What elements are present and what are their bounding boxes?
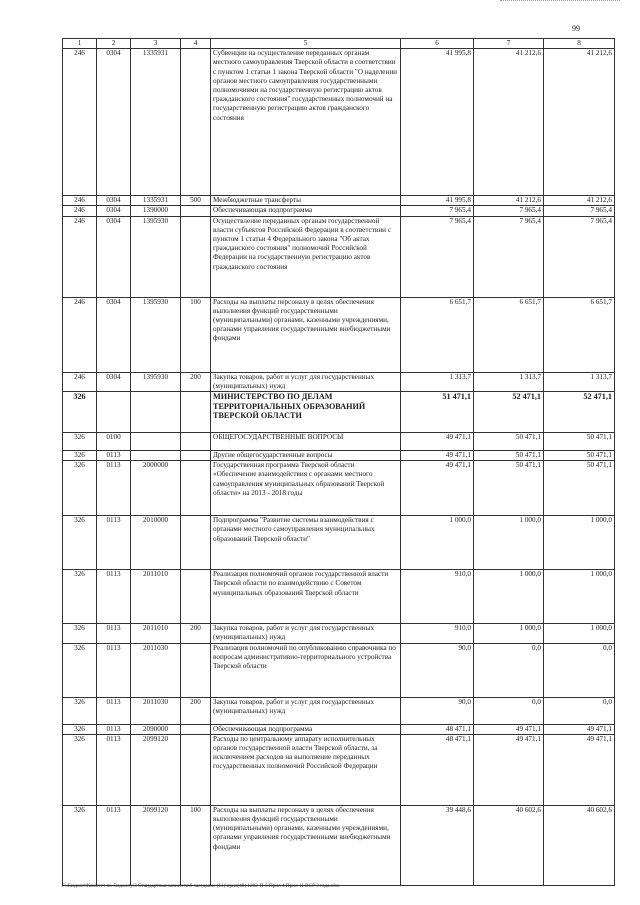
amount-col7: 7 965,4 [474, 216, 544, 297]
amount-col8: 50 471,1 [544, 451, 615, 461]
amount-col8: 40 602,6 [544, 805, 615, 885]
item-description: Обеспечивающая подпрограмма [211, 206, 401, 216]
table-row [63, 216, 615, 297]
item-description: Другие общегосударственные вопросы [211, 451, 401, 461]
amount-col6: 48 471,1 [401, 724, 474, 734]
section-code: 0100 [97, 433, 131, 451]
amount-col6: 48 471,1 [401, 734, 474, 805]
amount-col7: 50 471,1 [474, 433, 544, 451]
col-header: 6 [401, 39, 474, 49]
section-code: 0113 [97, 724, 131, 734]
amount-col6: 51 471,1 [401, 392, 474, 433]
amount-col7: 0,0 [474, 643, 544, 697]
expense-type [181, 206, 211, 216]
ministry-code: 326 [63, 624, 97, 643]
amount-col8: 41 212,6 [544, 196, 615, 206]
col-header: 2 [97, 39, 131, 49]
amount-col8: 6 651,7 [544, 297, 615, 372]
table-row [63, 49, 615, 196]
section-code: 0113 [97, 624, 131, 643]
file-path-footer: Г:\Бюджет\Комитет по бюджету\3 Стандартные комитета\9 заседание (11)\прил(49) 1282-П-5\Прил 4 Прил 11 ВСР 3 года.xlsx [62, 883, 340, 889]
amount-col7: 1 000,0 [474, 516, 544, 570]
section-code: 0113 [97, 461, 131, 516]
header-row [63, 39, 615, 49]
table-row [63, 643, 615, 697]
amount-col7: 7 965,4 [474, 206, 544, 216]
table-row [63, 516, 615, 570]
item-description: ОБЩЕГОСУДАРСТВЕННЫЕ ВОПРОСЫ [211, 433, 401, 451]
amount-col6: 41 995,8 [401, 49, 474, 196]
amount-col7: 1 000,0 [474, 570, 544, 624]
amount-col8: 1 000,0 [544, 570, 615, 624]
amount-col6: 910,0 [401, 570, 474, 624]
amount-col6: 7 965,4 [401, 206, 474, 216]
section-code [97, 392, 131, 433]
amount-col8: 1 313,7 [544, 372, 615, 391]
table-row [63, 392, 615, 433]
table-row [63, 697, 615, 724]
article-code: 2011030 [131, 697, 181, 724]
amount-col7: 41 212,6 [474, 196, 544, 206]
ministry-code: 326 [63, 433, 97, 451]
ministry-code: 326 [63, 516, 97, 570]
expense-type [181, 643, 211, 697]
article-code: 2011030 [131, 643, 181, 697]
section-code: 0113 [97, 643, 131, 697]
amount-col7: 52 471,1 [474, 392, 544, 433]
expense-type: 200 [181, 697, 211, 724]
section-code: 0113 [97, 570, 131, 624]
article-code: 2099120 [131, 734, 181, 805]
ministry-code: 326 [63, 734, 97, 805]
expense-type [181, 516, 211, 570]
amount-col8: 7 965,4 [544, 216, 615, 297]
article-code: 1395930 [131, 216, 181, 297]
amount-col8: 50 471,1 [544, 433, 615, 451]
expense-type [181, 49, 211, 196]
expense-type: 500 [181, 196, 211, 206]
amount-col7: 49 471,1 [474, 734, 544, 805]
table-row [63, 570, 615, 624]
amount-col7: 50 471,1 [474, 451, 544, 461]
amount-col8: 50 471,1 [544, 461, 615, 516]
item-description: Субвенции на осуществление переданных органам местного самоуправления Тверской области в соответствии с пунктом 1 статьи 1 закона Тверской области "О наделении органов местного самоуправления государственными полномочиями на государственную регистрацию актов гражданского состояния" государственных полномочий на государственную регистрацию актов гражданского состояния [211, 49, 401, 196]
item-description: Расходы на выплаты персоналу в целях обеспечения выполнения функций государственными (муниципальными) органами, казенными учреждениями, органами управления государственными внебюджетными фондами [211, 805, 401, 885]
table-row [63, 297, 615, 372]
amount-col6: 1 000,0 [401, 516, 474, 570]
article-code: 2010000 [131, 516, 181, 570]
amount-col6: 90,0 [401, 697, 474, 724]
article-code: 1335931 [131, 49, 181, 196]
amount-col6: 39 448,6 [401, 805, 474, 885]
expense-type [181, 392, 211, 433]
item-description: Межбюджетные трансферты [211, 196, 401, 206]
expense-type: 100 [181, 805, 211, 885]
amount-col6: 49 471,1 [401, 451, 474, 461]
expense-type [181, 724, 211, 734]
ministry-code: 326 [63, 697, 97, 724]
amount-col7: 1 000,0 [474, 624, 544, 643]
amount-col8: 0,0 [544, 643, 615, 697]
expense-type: 200 [181, 624, 211, 643]
ministry-code: 326 [63, 805, 97, 885]
amount-col7: 50 471,1 [474, 461, 544, 516]
col-header: 8 [544, 39, 615, 49]
ministry-code: 246 [63, 196, 97, 206]
item-description: Расходы по центральному аппарату исполнительных органов государственной власти Тверской области, за исключением расходов на выполнение переданных государственных полномочий Российской Федерации [211, 734, 401, 805]
amount-col8: 49 471,1 [544, 734, 615, 805]
ministry-code: 246 [63, 206, 97, 216]
amount-col7: 6 651,7 [474, 297, 544, 372]
article-code [131, 451, 181, 461]
section-code: 0304 [97, 372, 131, 391]
ministry-code: 326 [63, 570, 97, 624]
amount-col7: 1 313,7 [474, 372, 544, 391]
section-code: 0113 [97, 451, 131, 461]
table-row [63, 805, 615, 885]
amount-col6: 7 965,4 [401, 216, 474, 297]
article-code: 2090000 [131, 724, 181, 734]
table-row [63, 734, 615, 805]
section-code: 0304 [97, 196, 131, 206]
expense-type [181, 216, 211, 297]
amount-col6: 49 471,1 [401, 461, 474, 516]
scan-marks [500, 0, 620, 4]
item-description: МИНИСТЕРСТВО ПО ДЕЛАМ ТЕРРИТОРИАЛЬНЫХ ОБРАЗОВАНИЙ ТВЕРСКОЙ ОБЛАСТИ [211, 392, 401, 433]
col-header: 1 [63, 39, 97, 49]
table-row [63, 624, 615, 643]
article-code: 2011010 [131, 624, 181, 643]
table-row [63, 372, 615, 391]
table-row [63, 451, 615, 461]
section-code: 0304 [97, 216, 131, 297]
col-header: 7 [474, 39, 544, 49]
amount-col7: 41 212,6 [474, 49, 544, 196]
col-header: 5 [211, 39, 401, 49]
table-row [63, 433, 615, 451]
ministry-code: 326 [63, 392, 97, 433]
amount-col8: 49 471,1 [544, 724, 615, 734]
ministry-code: 246 [63, 372, 97, 391]
amount-col8: 0,0 [544, 697, 615, 724]
section-code: 0113 [97, 697, 131, 724]
ministry-code: 326 [63, 643, 97, 697]
budget-table [62, 38, 615, 886]
ministry-code: 246 [63, 297, 97, 372]
section-code: 0113 [97, 734, 131, 805]
item-description: Реализация полномочий по опубликованию справочника по вопросам административно-территориального устройства Тверской области [211, 643, 401, 697]
article-code: 1395930 [131, 297, 181, 372]
amount-col8: 1 000,0 [544, 624, 615, 643]
amount-col8: 7 965,4 [544, 206, 615, 216]
expense-type [181, 570, 211, 624]
item-description: Государственная программа Тверской области «Обеспечение взаимодействия с органами местного самоуправления муниципальных образований Тверской области» на 2013 - 2018 годы [211, 461, 401, 516]
expense-type: 200 [181, 372, 211, 391]
section-code: 0304 [97, 297, 131, 372]
expense-type [181, 461, 211, 516]
article-code: 1395930 [131, 372, 181, 391]
amount-col8: 1 000,0 [544, 516, 615, 570]
amount-col6: 49 471,1 [401, 433, 474, 451]
amount-col7: 49 471,1 [474, 724, 544, 734]
ministry-code: 246 [63, 49, 97, 196]
article-code: 2011010 [131, 570, 181, 624]
ministry-code: 326 [63, 461, 97, 516]
page-number: 99 [572, 24, 580, 33]
article-code: 1335931 [131, 196, 181, 206]
expense-type [181, 451, 211, 461]
item-description: Осуществление переданных органам государственной власти субъектов Российской Федерации в соответствии с пунктом 1 статьи 4 Федерального закона "Об актах гражданского состояния" полномочий Российской Федерации на государственную регистрацию актов гражданского состояния [211, 216, 401, 297]
article-code [131, 433, 181, 451]
amount-col8: 52 471,1 [544, 392, 615, 433]
amount-col6: 6 651,7 [401, 297, 474, 372]
amount-col7: 40 602,6 [474, 805, 544, 885]
col-header: 3 [131, 39, 181, 49]
table-row [63, 206, 615, 216]
item-description: Расходы на выплаты персоналу в целях обеспечения выполнения функций государственными (муниципальными) органами, казенными учреждениями, органами управления государственными внебюджетными фондами [211, 297, 401, 372]
section-code: 0304 [97, 49, 131, 196]
amount-col6: 1 313,7 [401, 372, 474, 391]
ministry-code: 326 [63, 724, 97, 734]
item-description: Закупка товаров, работ и услуг для государственных (муниципальных) нужд [211, 372, 401, 391]
article-code: 1390000 [131, 206, 181, 216]
ministry-code: 246 [63, 216, 97, 297]
ministry-code: 326 [63, 451, 97, 461]
amount-col8: 41 212,6 [544, 49, 615, 196]
item-description: Подпрограмма "Развитие системы взаимодействия с органами местного самоуправления муниципальных образований Тверской области" [211, 516, 401, 570]
item-description: Закупка товаров, работ и услуг для государственных (муниципальных) нужд [211, 624, 401, 643]
item-description: Обеспечивающая подпрограмма [211, 724, 401, 734]
section-code: 0113 [97, 805, 131, 885]
article-code [131, 392, 181, 433]
table-row [63, 724, 615, 734]
amount-col6: 90,0 [401, 643, 474, 697]
expense-type: 100 [181, 297, 211, 372]
expense-type [181, 433, 211, 451]
article-code: 2000000 [131, 461, 181, 516]
table-row [63, 196, 615, 206]
amount-col6: 41 995,8 [401, 196, 474, 206]
item-description: Реализация полномочий органов государственной власти Тверской области по взаимодействию с Советом муниципальных образований Тверской области [211, 570, 401, 624]
expense-type [181, 734, 211, 805]
article-code: 2099120 [131, 805, 181, 885]
amount-col7: 0,0 [474, 697, 544, 724]
section-code: 0113 [97, 516, 131, 570]
col-header: 4 [181, 39, 211, 49]
section-code: 0304 [97, 206, 131, 216]
item-description: Закупка товаров, работ и услуг для государственных (муниципальных) нужд [211, 697, 401, 724]
table-row [63, 461, 615, 516]
amount-col6: 910,0 [401, 624, 474, 643]
